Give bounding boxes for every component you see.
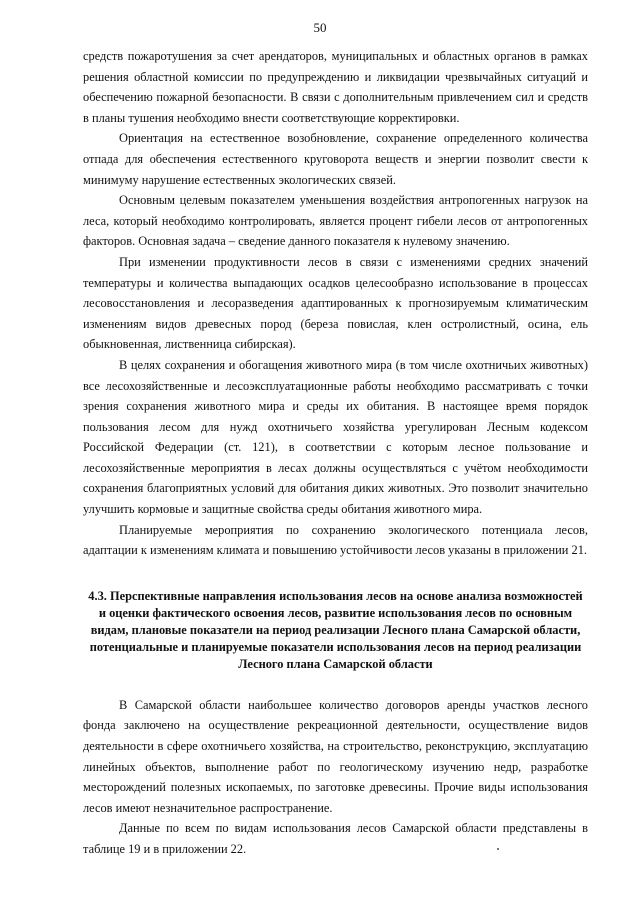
paragraph: В целях сохранения и обогащения животного мира (в том числе охотничьих животных) все лесохозяйственные и лесоэксплуатационные работы необходимо рассматривать с точки зрения сохранения животного мира и среды их обитания. В настоящее время порядок пользования лесом для нужд охотничьего хозяйства урегулирован Лесным кодексом Российской Федерации (ст. 121), в соответствии с которым лесное пользование и лесохозяйственные мероприятия в лесах должны осуществляться с учётом необходимости сохранения благоприятных условий для обитания диких животных. Это позволит значительно улучшить кормовые и защитные свойства среды обитания животного мира. bbox=[83, 357, 588, 517]
paragraph: Данные по всем по видам использования лесов Самарской области представлены в таблице 19 и в приложении 22. bbox=[83, 821, 588, 856]
paragraph: В Самарской области наибольшее количество договоров аренды участков лесного фонда заключено на осуществление рекреационной деятельности, осуществление видов деятельности в сфере охотничьего хозяйства, на строительство, реконструкцию, эксплуатацию линейных объектов, выполнение работ по геологическому изучению недр, разработке месторождений полезных ископаемых, по заготовке древесины. Прочие виды использования лесов имеют незначительное распространение. bbox=[83, 697, 588, 815]
scan-speck bbox=[497, 848, 499, 850]
paragraph: При изменении продуктивности лесов в связи с изменениями средних значений температуры и количества выпадающих осадков целесообразно использование в процессах лесовосстановления и лесоразведения адаптированных к прогнозируемым климатическим изменениям видов древесных пород (береза повислая, клен остролистный, осина, ель обыкновенная, лиственница сибирская). bbox=[83, 254, 588, 352]
paragraph: Ориентация на естественное возобновление, сохранение определенного количества отпада для обеспечения естественного круговорота веществ и энергии позволит свести к минимуму нарушение естественных экологических связей. bbox=[83, 131, 588, 187]
page-number: 50 bbox=[313, 20, 327, 35]
section-heading: 4.3. Перспективные направления использования лесов на основе анализа возможностей и оценки фактического освоения лесов, развитие использования лесов по основным видам, плановые показатели на период реализации Лесного плана Самарской области, потенциальные и планируемые показатели использования лесов на период реализации Лесного плана Самарской области bbox=[88, 588, 583, 671]
paragraph: Планируемые мероприятия по сохранению экологического потенциала лесов, адаптации к изменениям климата и повышению устойчивости лесов указаны в приложении 21. bbox=[83, 522, 588, 558]
paragraph: Основным целевым показателем уменьшения воздействия антропогенных нагрузок на леса, который необходимо контролировать, является процент гибели лесов от антропогенных факторов. Основная задача – сведение данного показателя к нулевому значению. bbox=[83, 193, 588, 249]
document-body bbox=[83, 46, 588, 860]
paragraph: средств пожаротушения за счет арендаторов, муниципальных и областных органов в рамках решения областной комиссии по предупреждению и ликвидации чрезвычайных ситуаций и обеспечению пожарной безопасности. В связи с дополнительным привлечением сил и средств в планы тушения необходимо внести соответствующие корректировки. bbox=[83, 49, 588, 125]
